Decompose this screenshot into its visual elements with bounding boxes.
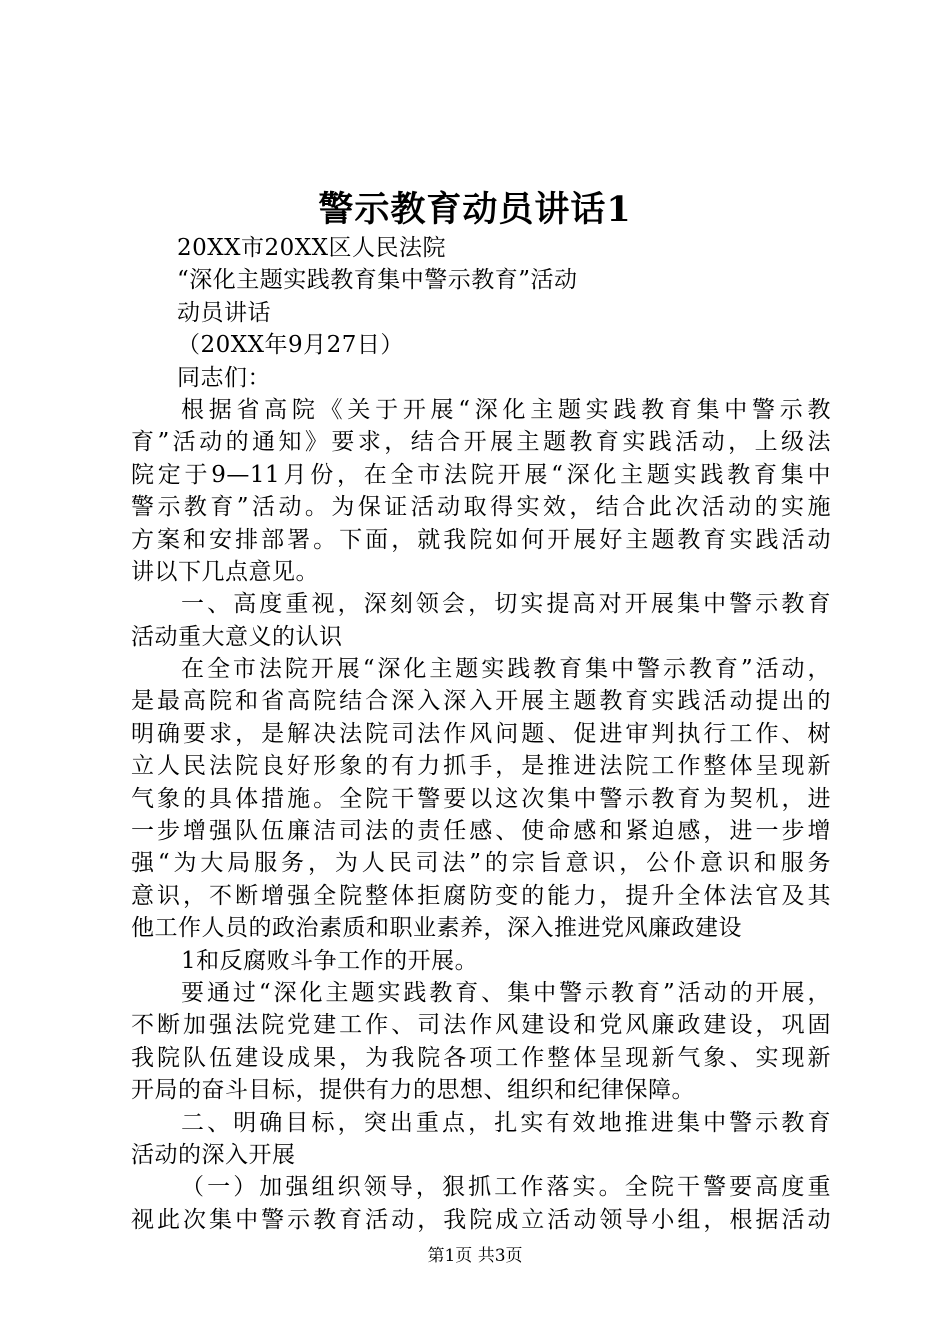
paragraph-line: 警示教育”活动。为保证活动取得实效，结合此次活动的实施 <box>131 494 831 521</box>
paragraph-line: 院定于9—11月份，在全市法院开展“深化主题实践教育集中 <box>131 461 831 488</box>
paragraph-line: 气象的具体措施。全院干警要以这次集中警示教育为契机，进 <box>131 785 831 812</box>
speech-date-line: （20XX年9月27日） <box>177 332 404 359</box>
paragraph-line: 1和反腐败斗争工作的开展。 <box>181 947 479 974</box>
paragraph-line: 一步增强队伍廉洁司法的责任感、使命感和紧迫感，进一步增 <box>131 818 831 845</box>
document-body <box>131 232 831 1236</box>
paragraph-line: 他工作人员的政治素质和职业素养，深入推进党风廉政建设 <box>131 915 742 942</box>
section-heading-line: 二、明确目标，突出重点，扎实有效地推进集中警示教育 <box>181 1109 831 1136</box>
paragraph-line: 讲以下几点意见。 <box>131 558 319 585</box>
section-heading-line: 活动重大意义的认识 <box>131 623 343 650</box>
salutation-line: 同志们： <box>177 364 271 391</box>
paragraph-line: 立人民法院良好形象的有力抓手，是推进法院工作整体呈现新 <box>131 753 831 780</box>
speech-type-line: 动员讲话 <box>177 299 271 326</box>
document-title: 警示教育动员讲话1 <box>318 189 632 230</box>
page-footer: 第1页 共3页 <box>427 1246 523 1266</box>
section-heading-line: 活动的深入开展 <box>131 1141 296 1168</box>
paragraph-line: 不断加强法院党建工作、司法作风建设和党风廉政建设，巩固 <box>131 1012 831 1039</box>
paragraph-line: 在全市法院开展“深化主题实践教育集中警示教育”活动， <box>181 656 831 683</box>
paragraph-line: 开局的奋斗目标，提供有力的思想、组织和纪律保障。 <box>131 1077 695 1104</box>
paragraph-line: 根据省高院《关于开展“深化主题实践教育集中警示教 <box>181 396 831 423</box>
paragraph-line: 方案和安排部署。下面，就我院如何开展好主题教育实践活动 <box>131 526 831 553</box>
paragraph-line: 意识，不断增强全院整体拒腐防变的能力，提升全体法官及其 <box>131 882 831 909</box>
activity-name-line: “深化主题实践教育集中警示教育”活动 <box>177 267 578 294</box>
paragraph-line: 是最高院和省高院结合深入深入开展主题教育实践活动提出的 <box>131 688 831 715</box>
section-heading-line: 一、高度重视，深刻领会，切实提高对开展集中警示教育 <box>181 591 831 618</box>
paragraph-line: （一）加强组织领导，狠抓工作落实。全院干警要高度重 <box>181 1174 831 1201</box>
paragraph-line: 育”活动的通知》要求，结合开展主题教育实践活动，上级法 <box>131 429 831 456</box>
paragraph-line: 明确要求，是解决法院司法作风问题、促进审判执行工作、树 <box>131 720 831 747</box>
paragraph-line: 视此次集中警示教育活动，我院成立活动领导小组，根据活动 <box>131 1206 831 1233</box>
paragraph-line: 强“为大局服务，为人民司法”的宗旨意识，公仆意识和服务 <box>131 850 831 877</box>
paragraph-line: 我院队伍建设成果，为我院各项工作整体呈现新气象、实现新 <box>131 1044 831 1071</box>
court-name-line: 20XX市20XX区人民法院 <box>177 235 447 261</box>
paragraph-line: 要通过“深化主题实践教育、集中警示教育”活动的开展， <box>181 979 831 1006</box>
